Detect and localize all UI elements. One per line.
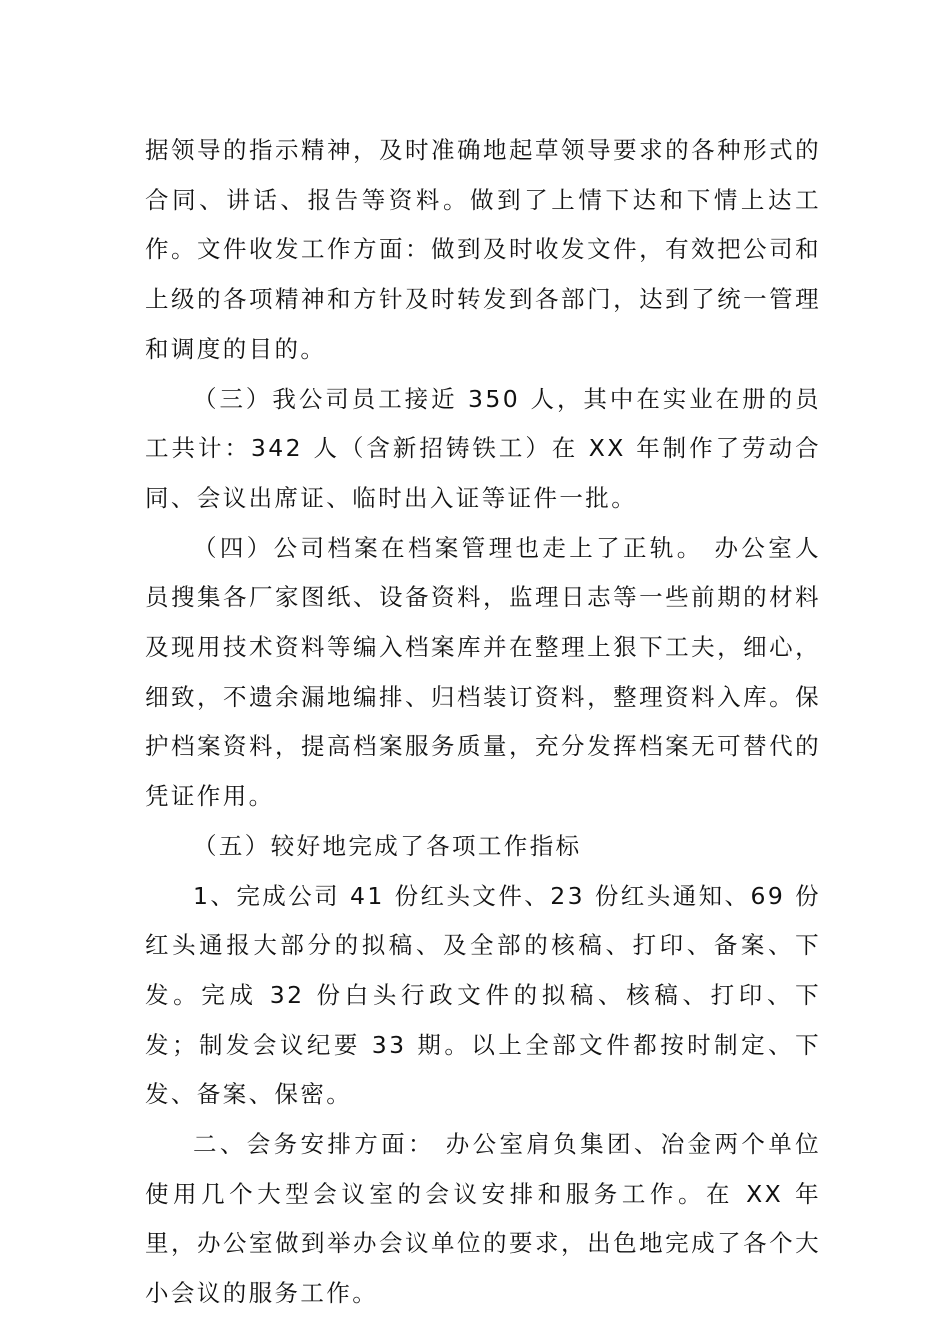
paragraph-section-five-heading: （五）较好地完成了各项工作指标 <box>193 831 582 860</box>
paragraph-section-three: （三）我公司员工接近 350 人，其中在实业在册的员工共计：342 人（含新招铸铁工）在 XX 年制作了劳动合同、会议出席证、临时出入证等证件一批。 <box>145 384 821 512</box>
document-body <box>145 126 821 1319</box>
paragraph-item-one: 1、完成公司 41 份红头文件、23 份红头通知、69 份红头通报大部分的拟稿、及全部的核稿、打印、备案、下发。完成 32 份白头行政文件的拟稿、核稿、打印、下发；制发会议纪要 33 期。以上全部文件都按时制定、下发、备案、保密。 <box>145 881 821 1109</box>
paragraph-meeting-arrangement: 二、会务安排方面： 办公室肩负集团、冶金两个单位使用几个大型会议室的会议安排和服务工作。在 XX 年里，办公室做到举办会议单位的要求，出色地完成了各个大小会议的服务工作。 <box>145 1130 821 1308</box>
paragraph-section-four: （四）公司档案在档案管理也走上了正轨。 办公室人员搜集各厂家图纸、设备资料，监理日志等一些前期的材料及现用技术资料等编入档案库并在整理上狠下工夫，细心，细致，不遗余漏地编排、归档装订资料，整理资料入库。保护档案资料，提高档案服务质量，充分发挥档案无可替代的凭证作用。 <box>145 533 821 811</box>
paragraph-continuation: 据领导的指示精神，及时准确地起草领导要求的各种形式的合同、讲话、报告等资料。做到了上情下达和下情上达工作。文件收发工作方面：做到及时收发文件，有效把公司和上级的各项精神和方针及时转发到各部门，达到了统一管理和调度的目的。 <box>145 136 821 363</box>
